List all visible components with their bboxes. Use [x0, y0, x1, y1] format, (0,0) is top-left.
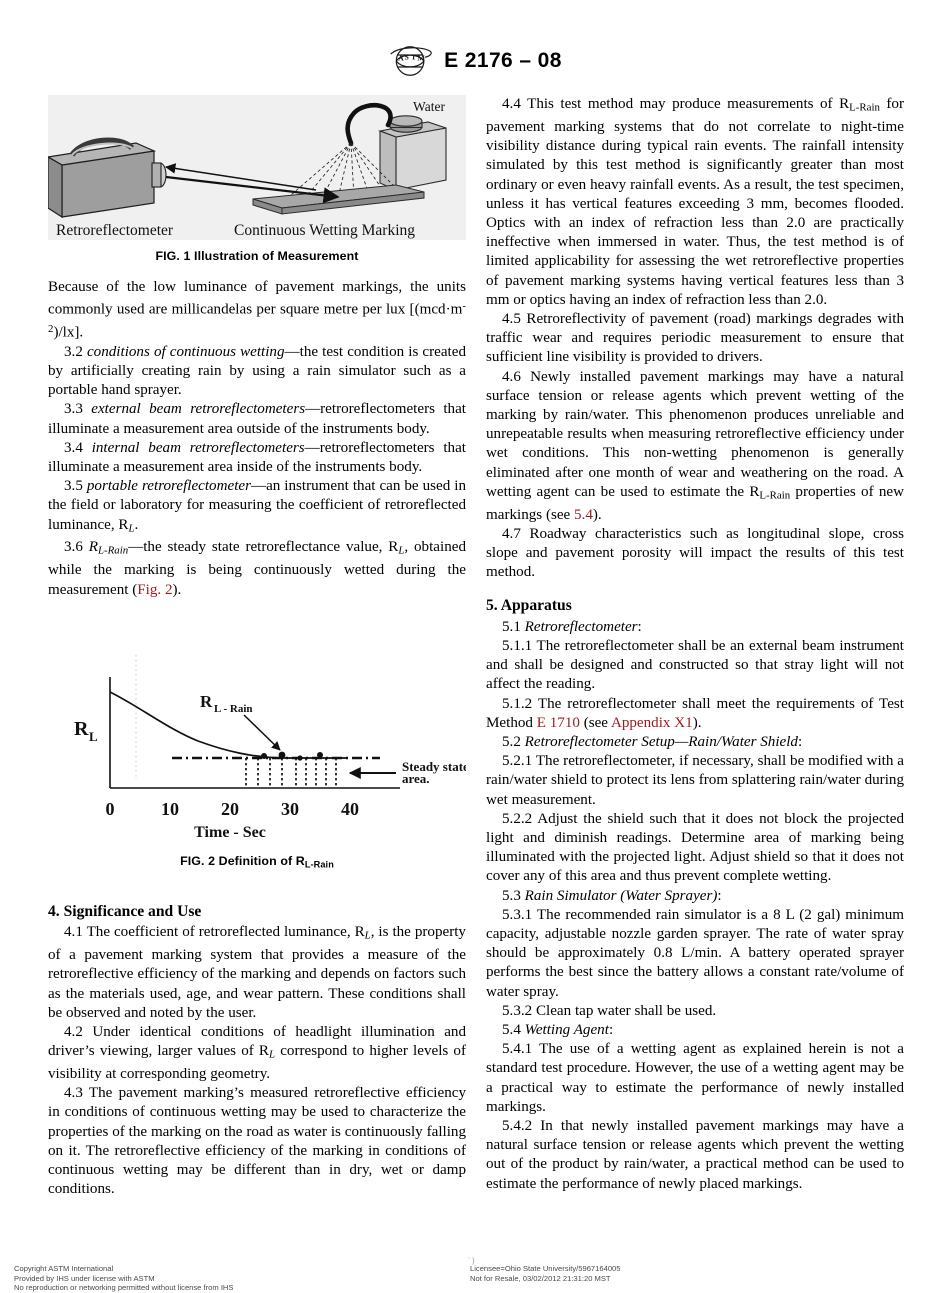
paragraph-4-6: 4.6 Newly installed pavement markings may have a natural surface tension or release agents which prevent wetting of the marking by rain/water. This phenomenon produces unreliable and unrepeatable results when measuring retroreflective efficiency under wet conditions. This non-wetting phenomenon is generally eliminated after one month of wear and weathering on the road. A wetting agent can be used to estimate the $R_{L-Rain}$ properties of new markings (see 5.4).	[486, 368, 904, 523]
paragraph-5-3-1: 5.3.1 The recommended rain simulator is a 8 L (2 gal) minimum capacity, adjustable nozzle garden sprayer. The rate of water spray should be approximately 0.8 L/min. A battery operated sprayer performs the best since the battery allows a constant rate/volume of water spray.	[486, 906, 904, 1000]
annotation-steady-state	[350, 759, 466, 786]
paragraph-5-2-1: 5.2.1 The retroreflectometer, if necessary, shall be modified with a rain/water shield to protect its lens from splattering rain/water during wet measurement.	[486, 753, 904, 808]
definition-3-3: 3.3 external beam retroreflectometers—retroreflectometers that illuminate a measurement area outside of the instruments body.	[48, 401, 466, 437]
definition-3-4: 3.4 internal beam retroreflectometers—retroreflectometers that illuminate a measurement area inside of the instruments body.	[48, 439, 466, 475]
left-column	[48, 278, 466, 600]
svg-text:40: 40	[341, 799, 359, 819]
svg-text:20: 20	[221, 799, 239, 819]
definition-3-5: 3.5 portable retroreflectometer—an instrument that can be used in the field or laboratory for measuring the coefficient of retroreflected luminance, $R_L$.	[48, 478, 466, 535]
measurement-bars	[246, 758, 336, 788]
left-column-section-4	[48, 888, 466, 1199]
svg-text:0: 0	[105, 799, 115, 819]
link-appendix-x1[interactable]: Appendix X1	[610, 714, 693, 731]
paragraph-5-4: 5.4 Wetting Agent:	[502, 1021, 614, 1038]
paragraph-5-1-2: 5.1.2 The retroreflectometer shall meet the requirements of Test Method E 1710 (see Appendix X1).	[486, 695, 904, 731]
figure-1-label-retroreflectometer: Retroreflectometer	[56, 222, 174, 239]
paragraph-5-1-1: 5.1.1 The retroreflectometer shall be an external beam instrument and shall be designed and constructed so that stray light will not affect the reading.	[486, 637, 904, 693]
water-tank-graphic	[380, 116, 446, 190]
footer-marks: ` )	[468, 1258, 475, 1265]
paragraph-5-4-2: 5.4.2 In that newly installed pavement markings may have a natural surface tension or release agents which prevent the wetting out of the product by rain/water, a practical method can be used to estimate the performance of newly placed markings.	[486, 1117, 904, 1192]
figure-1-label-water: Water	[413, 99, 445, 114]
annotation-rl-rain	[200, 692, 280, 750]
svg-text:A: A	[398, 53, 404, 63]
definition-3-6: 3.6 $R_{L-Rain}—the$ steady state retroreflectance value, $R_L$, obtained while the marking is being continuously wetted during the measurement (Fig. 2).	[48, 539, 466, 598]
paragraph-units: Because of the low luminance of pavement markings, the units commonly used are millicandelas per square metre per lux $[(mcd\cdot m^{-2})/lx]$.	[48, 279, 466, 341]
svg-text:S: S	[404, 52, 410, 62]
figure-1-illustration	[48, 95, 466, 240]
standard-designation: E 2176 – 08	[444, 49, 562, 72]
svg-text:L - Rain: L - Rain	[214, 703, 253, 715]
paragraph-4-2: 4.2 Under identical conditions of headlight illumination and driver’s viewing, larger values of $R_L$ correspond to higher levels of visibility at corresponding geometry.	[48, 1023, 466, 1083]
x-axis-title: Time - Sec	[194, 824, 266, 841]
figure-1-image	[48, 95, 466, 240]
paragraph-4-5: 4.5 Retroreflectivity of pavement (road) markings degrades with traffic wear and requires periodic measurement to ensure that sufficient line visibility is provided to drivers.	[486, 310, 904, 366]
svg-text:R: R	[200, 692, 213, 711]
footer-resale-line: Not for Resale, 03/02/2012 21:31:20 MST	[470, 1273, 611, 1283]
paragraph-4-7: 4.7 Roadway characteristics such as longitudinal slope, cross slope and pavement porosity will impact the results of this test method.	[486, 525, 905, 581]
figure-1	[48, 95, 466, 263]
heading-significance-and-use: 4. Significance and Use	[48, 903, 202, 920]
paragraph-5-2-2: 5.2.2 Adjust the shield such that it does not block the projected light and diminish readings. Determine area of marking being illuminated with the projected light. Adjust shield so that it does not cover any of this area and thus prevent complete wetting.	[486, 810, 904, 885]
figure-2	[48, 645, 466, 869]
paragraph-5-1: 5.1 Retroreflectometer:	[502, 618, 642, 635]
footer-restriction-line: No reproduction or networking permitted without license from IHS	[14, 1283, 234, 1293]
paragraph-4-4: 4.4 This test method may produce measurements of $R_{L-Rain}$ for pavement marking systems that do not correlate to night-time visibility distance during typical rain events. The rainfall intensity simulated by this test method is significantly greater than most ordinary or even heavy rainfall events. As a result, the test specimen, unless it has vertical features exceeding 3 mm, becomes flooded. Optics with an index of refraction less than 2.0 are practically ineffective when immersed in water. Thus, the test method is of limited applicability for assessing the wet retroreflective properties of pavement marking systems having vertical features less than 3 mm or optics having an index of refraction less than 2.0.	[486, 96, 904, 308]
svg-text:Steady state: Steady state	[402, 759, 466, 774]
figure-1-label-marking: Continuous Wetting Marking	[234, 222, 416, 239]
decay-curve	[110, 692, 348, 758]
figure-2-caption: FIG. 2 Definition of $R_{L-Rain}$	[180, 854, 334, 870]
svg-text:T: T	[411, 52, 417, 62]
paragraph-4-3: 4.3 The pavement marking’s measured retroreflective efficiency in conditions of continuous wetting may be used to characterize the properties of the marking on the road as water is continuously falling on it. The retroreflective efficiency of the marking in conditions of continuous wetting may be different than in dry, wet or damp conditions.	[48, 1085, 466, 1198]
paragraph-4-1: 4.1 The coefficient of retroreflected luminance, $R_L$, is the property of a pavement marking system that provides a measure of the retroreflective efficiency of the marking and depends on factors such as the materials used, age, and wear pattern. These conditions shall be observed and noted by the user.	[48, 924, 466, 1021]
footer-provider-line: Provided by IHS under license with ASTM	[14, 1273, 155, 1283]
link-fig-2[interactable]: Fig. 2	[137, 581, 173, 598]
astm-logo-icon	[388, 44, 434, 78]
link-5-4[interactable]: 5.4	[574, 506, 593, 523]
figure-1-caption: FIG. 1 Illustration of Measurement	[155, 249, 359, 263]
x-tick-labels	[106, 799, 360, 819]
footer-licensee-line: Licensee=Ohio State University/5967164005	[470, 1264, 621, 1273]
paragraph-5-4-1: 5.4.1 The use of a wetting agent as explained herein is not a standard test procedure. However, the use of a wetting agent may be a practical way to estimate the performance of newly installed markings.	[486, 1041, 904, 1115]
paragraph-5-3-2: 5.3.2 Clean tap water shall be used.	[502, 1002, 717, 1019]
heading-apparatus: 5. Apparatus	[486, 597, 572, 615]
right-column	[486, 95, 904, 1194]
svg-text:R: R	[74, 718, 89, 740]
link-e-1710[interactable]: E 1710	[536, 714, 580, 731]
page-header	[0, 44, 950, 78]
svg-text:L: L	[89, 729, 98, 744]
svg-text:M: M	[417, 53, 425, 63]
figure-2-chart	[48, 645, 466, 845]
footer-licensee-block	[470, 1264, 621, 1283]
footer-copyright-line: Copyright ASTM International	[14, 1264, 114, 1273]
figure-2-plot	[48, 645, 466, 845]
paragraph-5-2: 5.2 Retroreflectometer Setup—Rain/Water Shield:	[502, 733, 803, 750]
svg-text:30: 30	[281, 799, 299, 819]
y-axis-label	[74, 718, 98, 744]
paragraph-5-3: 5.3 Rain Simulator (Water Sprayer):	[502, 887, 722, 904]
svg-text:area.: area.	[402, 771, 430, 786]
footer-copyright-block	[14, 1264, 233, 1293]
definition-3-2: 3.2 conditions of continuous wetting—the test condition is created by artificially creating rain by using a rain simulator such as a portable hand sprayer.	[48, 343, 466, 399]
svg-text:10: 10	[161, 799, 179, 819]
